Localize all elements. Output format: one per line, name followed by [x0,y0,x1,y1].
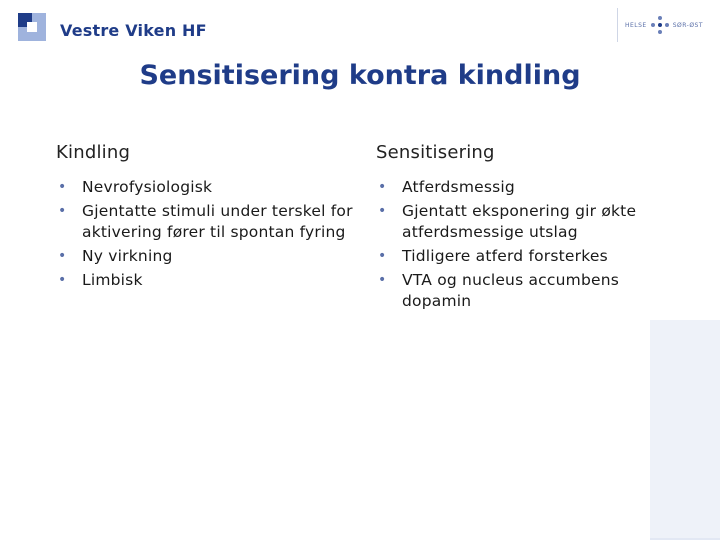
list-item [56,177,356,198]
helse-sor-ost-dots-icon [651,16,669,34]
list-item-text: Nevrofysiologisk [82,178,213,196]
list-item [376,270,686,312]
list-item [56,246,356,267]
sensitisering-column [376,142,686,315]
kindling-heading: Kindling [56,142,131,163]
partner-logo-left-text: HELSE [624,21,647,29]
bullet-dot-icon: • [378,272,387,288]
partner-logo-right-text: SØR-ØST [672,21,704,29]
bullet-dot-icon: • [378,179,387,195]
bullet-dot-icon: • [58,248,67,264]
vestre-viken-cross-logo-icon [18,13,52,47]
list-item-text: Tidligere atferd forsterkes [402,247,608,265]
list-item-text: Gjentatt eksponering gir økte atferdsmessige utslag [402,202,637,241]
vestre-viken-logo [18,12,207,48]
bullet-dot-icon: • [58,203,67,219]
bullet-dot-icon: • [378,203,387,219]
bullet-dot-icon: • [378,248,387,264]
list-item [56,270,356,291]
org-name: Vestre Viken HF [60,20,207,40]
bullet-dot-icon: • [58,179,67,195]
sensitisering-list [376,177,686,312]
list-item-text: VTA og nucleus accumbens dopamin [402,271,620,310]
list-item-text: Ny virkning [82,247,173,265]
decorative-corner-panel [650,320,720,540]
helse-sor-ost-logo [617,8,710,42]
slide-title: Sensitisering kontra kindling [139,60,581,91]
list-item [376,246,686,267]
list-item-text: Atferdsmessig [402,178,515,196]
kindling-column [56,142,356,294]
list-item-text: Limbisk [82,271,143,289]
list-item-text: Gjentatte stimuli under terskel for aktivering fører til spontan fyring [82,202,353,241]
list-item [376,177,686,198]
list-item [376,201,686,243]
kindling-list [56,177,356,291]
list-item [56,201,356,243]
sensitisering-heading: Sensitisering [376,142,495,163]
bullet-dot-icon: • [58,272,67,288]
